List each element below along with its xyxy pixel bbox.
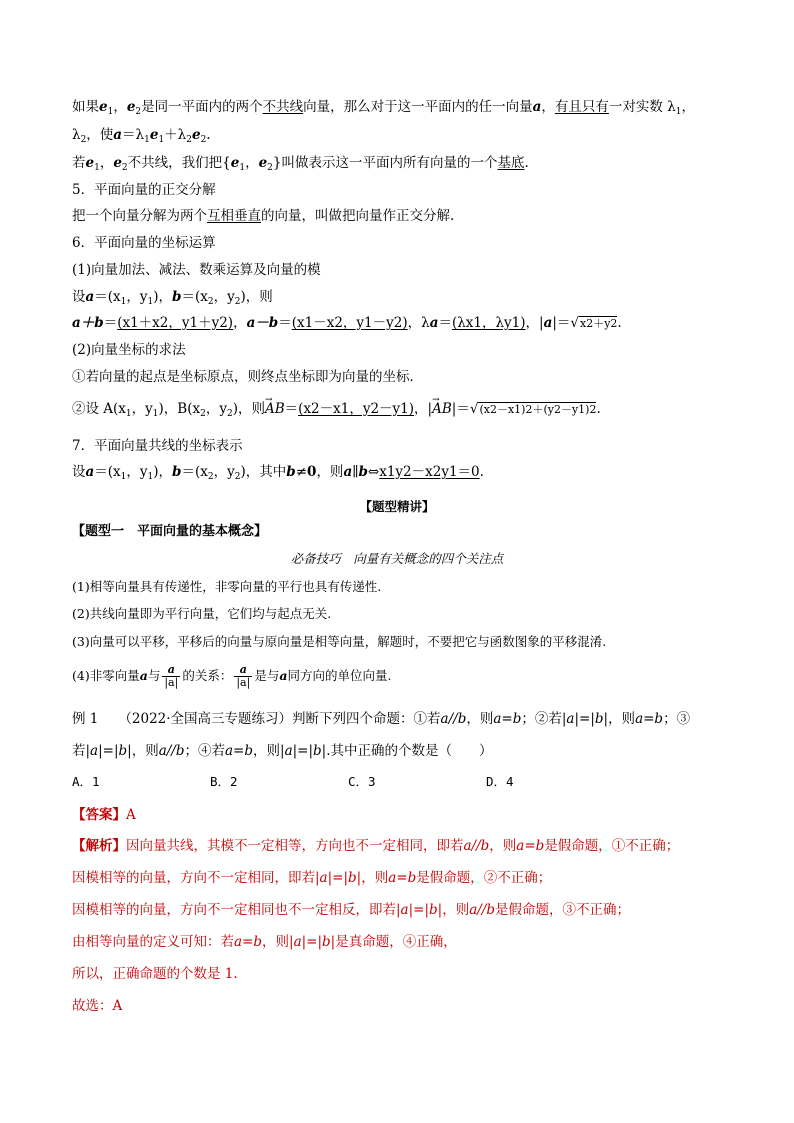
unit-vector-fraction: $\frac{a}{|a|}$ (236, 663, 251, 689)
tip-4: (4)非零向量a与 $\frac{a}{|a|}$ 的关系： $\frac{a}{|a|}$ 是与a同方向的单位向量. (72, 663, 392, 689)
orthogonal-decomposition-line: 把一个向量分解为两个互相垂直的向量，叫做把向量作正交分解. (72, 208, 455, 224)
analysis-line5: 所以，正确命题的个数是 1. (72, 966, 238, 982)
analysis-line4: 由相等向量的定义可知：若a=b，则|a|=|b|是真命题，④正确， (72, 934, 457, 950)
underlined-term: 基底 (497, 155, 525, 171)
tip-3: (3)向量可以平移，平移后的向量与原向量是相等向量，解题时，不要把它与函数图象的平移混淆. (72, 634, 607, 649)
underlined-term: 有且只有 (554, 99, 609, 115)
section-title: 【题型精讲】 (359, 499, 435, 514)
tip-title: 必备技巧 向量有关概念的四个关注点 (290, 551, 504, 566)
subheading-6-2: (2)向量坐标的求法 (72, 342, 186, 358)
unit-vector-fraction: $\frac{a}{|a|}$ (164, 663, 179, 689)
subheading-6-1: (1)向量加法、减法、数乘运算及向量的模 (72, 262, 321, 278)
analysis-line1: 【解析】因向量共线，其模不一定相等，方向也不一定相同，即若a//b，则a=b是假命题，①不正确； (72, 838, 680, 854)
sqrt-expression: x2＋y2 (580, 317, 618, 330)
example-1-line1: 例 1 （2022·全国高三专题练习）判断下列四个命题：①若a//b，则a=b；②若|a|=|b|，则a=b；③ (72, 711, 691, 727)
answer-options (72, 772, 514, 792)
underlined-answer: x1y2－x2y1＝0 (379, 464, 480, 480)
collinear-coordinates-line: 设$a=(x_1$，$y_1$)，$b=(x_2$，$y_2$)，其中b≠0，则a∥b⇔x1y2－x2y1＝0. (72, 464, 484, 482)
underlined-answer: (x1＋x2，y1＋y2) (117, 315, 234, 331)
tip-1: (1)相等向量具有传递性，非零向量的平行也具有传递性. (72, 579, 382, 594)
section-heading-6: 6．平面向量的坐标运算 (72, 235, 216, 251)
basis-theorem-line1: 如果$e_1$，$e_2$是同一平面内的两个不共线向量，那么对于这一平面内的任一向量a，有且只有一对实数 $\lambda_1$， (72, 99, 695, 117)
sqrt-expression: (x2－x1)2＋(y2－y1)2 (479, 403, 597, 416)
tip-2: (2)共线向量即为平行向量，它们均与起点无关. (72, 606, 332, 621)
underlined-term: 不共线 (262, 99, 304, 115)
section-heading-5: 5．平面向量的正交分解 (72, 182, 216, 198)
example-1-line2: 若|a|=|b|，则a//b；④若a=b，则|a|=|b|.其中正确的个数是（ ） (72, 743, 493, 759)
coordinate-operations-line: a＋b＝(x1＋x2，y1＋y2)，a－b＝(x1－x2，y1－y2)，λa＝(λx1，λy1)，|a|＝√x2＋y2. (72, 315, 622, 331)
answer-line: 【答案】A (72, 807, 136, 823)
section-heading-7: 7．平面向量共线的坐标表示 (72, 438, 243, 454)
option-c: C．3 (348, 774, 376, 789)
analysis-line2: 因模相等的向量，方向不一定相同，即若|a|=|b|，则a=b是假命题，②不正确； (72, 870, 552, 886)
analysis-line3: 因模相等的向量，方向不一定相同也不一定相反，即若|a|=|b|，则a//b是假命题，③不正确； (72, 902, 630, 918)
underlined-answer: (λx1，λy1) (451, 315, 526, 331)
basis-definition-line: 若$e_1$，$e_2$不共线，我们把{$e_1$，$e_2$}叫做表示这一平面内所有向量的一个基底. (72, 155, 529, 173)
underlined-answer: (x1－x2，y1－y2) (291, 315, 408, 331)
underlined-answer: (x2－x1，y2－y1) (298, 401, 415, 417)
option-d: D．4 (486, 774, 514, 789)
coordinates-definition-line: 设$a=(x_1$，$y_1$)，$b=(x_2$，$y_2$)，则 (72, 289, 273, 307)
option-a: A．1 (72, 774, 100, 789)
origin-start-line: ①若向量的起点是坐标原点，则终点坐标即为向量的坐标． (72, 369, 423, 385)
basis-theorem-line2: $\lambda_2$，使$a=\lambda_1e_1+\lambda_2e_2$. (72, 127, 211, 145)
underlined-term: 互相垂直 (207, 208, 261, 224)
analysis-line6: 故选：A (72, 998, 123, 1014)
type1-title: 【题型一 平面向量的基本概念】 (72, 524, 268, 539)
option-b: B．2 (210, 774, 238, 789)
vector-ab-line: ②设 $A(x_1$，$y_1$)，$B(x_2$，$y_2$)，则→ AB＝(x2－x1，y2－y1)，|→ AB|＝√(x2－x1)2＋(y2－y1)2. (72, 399, 601, 424)
